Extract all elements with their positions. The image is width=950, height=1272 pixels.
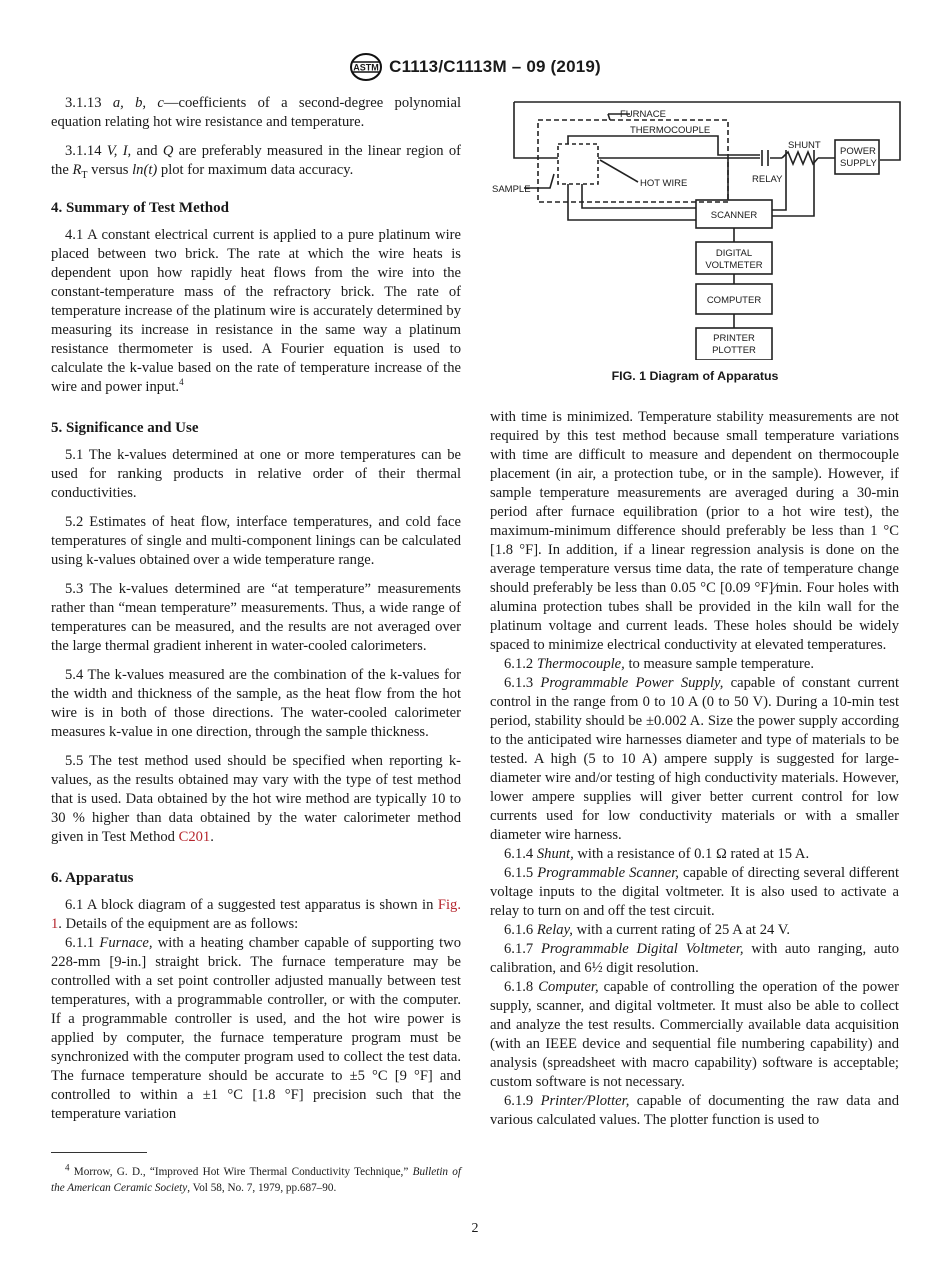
fig1-link[interactable]: Fig. 1 (51, 896, 461, 932)
footnote-rule (51, 1152, 147, 1153)
paragraph-6-1-5: 6.1.5 Programmable Scanner, capable of directing several different voltage inputs to the digital voltmeter. It is also used to activate a relay to turn on and off the test circuit. (490, 865, 900, 919)
paragraph-5-2: 5.2 Estimates of heat flow, interface temperatures, and cold face temperatures of single and multi-component linings can be calculated using k-values obtained over a wide temperature range. (51, 513, 461, 568)
paragraph-5-5: 5.5 The test method used should be specified when reporting k-values, as the results obtained may vary with the type of test method that is used. Data obtained by the hot wire method are typically 10 to 30 % higher than data obtained by the water calorimeter method given in Test Method C201. (51, 752, 461, 845)
page-number: 2 (471, 1221, 479, 1236)
paragraph-6-1-2: 6.1.2 Thermocouple, to measure sample temperature. (504, 656, 815, 672)
label-relay: RELAY (752, 174, 783, 185)
astm-logo-text: ASTM (353, 62, 379, 73)
right-column (490, 408, 899, 1130)
astm-logo-icon (349, 52, 383, 82)
paragraph-3-1-13: 3.1.13 a, b, c—coefficients of a second-degree polynomial equation relating hot wire resistance and temperature. (51, 95, 461, 130)
paragraph-6-1-1-continued: with time is minimized. Temperature stability measurements are not required by this test method because small temperature variations with time are difficult to measure and dependent on thermocouple placement (in air, a protection tube, or in the sample). However, if sample temperature measurements are averaged during a 30-min period after furnace equilibration (prior to a hot wire test), the maximum-minimum difference should preferably be less than 1 °C [1.8 °F]. In addition, if a linear regression analysis is done on the average temperature versus time data, the rate of temperature change should preferably be less than 0.05 °C [0.09 °F]⁄min. Four holes with alumina protection tubes shall be provided in the kiln wall for the platinum voltage and current leads. These holes should be widely spaced to minimize electrical conductivity at elevated temperatures. (490, 409, 899, 653)
label-thermocouple: THERMOCOUPLE (630, 125, 711, 136)
paragraph-6-1-1: 6.1.1 Furnace, with a heating chamber capable of supporting two 228-mm [9-in.] straight brick. The furnace temperature may be controlled with a set point controller adjusted manually between test temperatures, with a programmable controller, or with the computer. If a programmable controller is used, and the hot wire power is applied by computer, the furnace temperature program must be synchronized with the computer program used to collect the test data. The furnace temperature should be accurate to ±5 °C [9 °F] and controlled to within a ±1 °C [1.8 °F] precision such that the temperature variation (51, 934, 461, 1122)
label-shunt: SHUNT (788, 140, 821, 151)
paragraph-6-1-8: 6.1.8 Computer, capable of controlling the operation of the power supply, scanner, and digital voltmeter. It must also be able to collect and analyze the test results. Commercially available data acquisition (with an IEEE device and sequential file numbering capability) and analysis (spreadsheet with macro capability) software is acceptable; custom software is not necessary. (490, 979, 899, 1090)
label-power-supply: POWER (840, 146, 876, 157)
figure-caption: FIG. 1 Diagram of Apparatus (611, 369, 779, 383)
paragraph-6-1-4: 6.1.4 Shunt, with a resistance of 0.1 Ω rated at 15 A. (504, 846, 810, 862)
label-computer: COMPUTER (706, 295, 762, 306)
label-plotter: PLOTTER (712, 345, 756, 356)
label-hot-wire: HOT WIRE (640, 178, 688, 189)
section-4-heading: 4. Summary of Test Method (51, 199, 229, 216)
paragraph-6-1-9: 6.1.9 Printer/Plotter, capable of documenting the raw data and various calculated values. The plotter function is used to (490, 1093, 899, 1128)
document-title: C1113/C1113M – 09 (2019) (389, 57, 601, 76)
page-header (0, 52, 950, 82)
paragraph-5-4: 5.4 The k-values measured are the combination of the k-values for the width and thickness of the sample, as the heat flow from the hot wire is in both of those directions. The water-cooled calorimeter measures k-value in one direction, through the sample thickness. (51, 666, 461, 740)
label-digital: DIGITAL (715, 248, 753, 259)
section-5-heading: 5. Significance and Use (51, 419, 199, 436)
paragraph-6-1-7: 6.1.7 Programmable Digital Voltmeter, with auto ranging, auto calibration, and 6½ digit resolution. (490, 941, 899, 976)
label-power-supply-2: SUPPLY (840, 158, 877, 169)
paragraph-3-1-14: 3.1.14 V, I, and Q are preferably measured in the linear region of the $R_T$ versus ln(t) plot for maximum data accuracy. (51, 143, 461, 181)
label-printer: PRINTER (713, 333, 755, 344)
c201-link[interactable]: C201 (178, 828, 211, 845)
section-6-heading: 6. Apparatus (51, 869, 134, 886)
paragraph-5-1: 5.1 The k-values determined at one or more temperatures can be used for ranking products in relative order of their thermal conductivities. (51, 446, 461, 501)
label-scanner: SCANNER (710, 210, 758, 221)
paragraph-5-3: 5.3 The k-values determined are “at temperature” measurements rather than “mean temperature” measurements. Thus, a wide range of temperatures can be measured, and the results are not averaged over the large thermal gradient inherent in water-cooled calorimeters. (51, 580, 461, 654)
paragraph-6-1: 6.1 A block diagram of a suggested test apparatus is shown in Fig. 1. Details of the equipment are as follows: (51, 896, 461, 932)
label-sample: SAMPLE (492, 184, 531, 195)
left-column (51, 94, 461, 1124)
label-furnace: FURNACE (620, 109, 666, 120)
paragraph-4-1: 4.1 A constant electrical current is applied to a pure platinum wire placed between two brick. The rate at which the wire heats is dependent upon how rapidly heat flows from the wire into the constant-temperature mass of the refractory brick. The rate of temperature increase of the platinum wire is accurately determined by measuring its increase in resistance in the same way a platinum resistance thermometer is used. A Fourier equation is used to calculate the k-value based on the rate of temperature increase of the wire and power input.$^4$ (51, 226, 461, 395)
apparatus-diagram (490, 100, 910, 360)
footnote: $^4$ Morrow, G. D., “Improved Hot Wire Thermal Conductivity Technique,” Bulletin of the American Ceramic Society, Vol 58, No. 7, 1979, pp.687–90. (51, 1162, 462, 1194)
paragraph-6-1-6: 6.1.6 Relay, with a current rating of 25 A at 24 V. (504, 922, 791, 938)
paragraph-6-1-3: 6.1.3 Programmable Power Supply, capable of constant current control in the range from 0 to 10 A (0 to 50 V). During a 10-min test period, stability should be ±0.002 A. Size the power supply according to the anticipated wire harnesses diameter and type of materials to be tested. A high (5 to 10 A) ampere supply is suggested for large-diameter wire and/or testing of high conductivity materials. However, lower ampere supplies will giver better current control for low currents used for low conductivity materials or with a smaller diameter wire harness. (490, 675, 899, 843)
label-voltmeter: VOLTMETER (705, 260, 763, 271)
